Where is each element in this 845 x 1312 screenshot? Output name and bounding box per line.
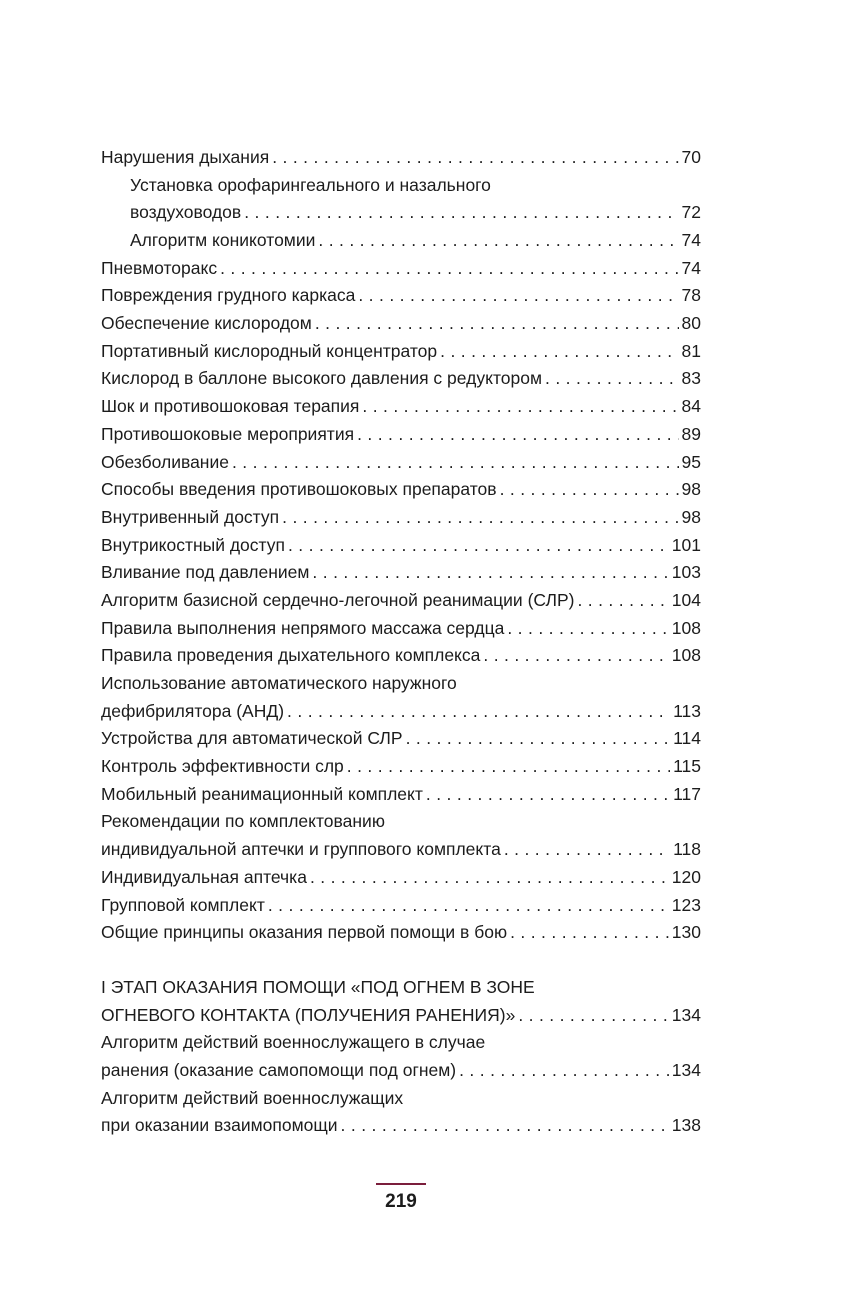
toc-entry-page: 95	[681, 451, 701, 472]
toc-entry	[101, 338, 701, 366]
toc-entry-title: Мобильный реанимационный комплект	[101, 783, 423, 804]
toc-entry-page: 108	[671, 645, 701, 666]
page-folio	[376, 1183, 426, 1213]
toc-entry	[101, 725, 701, 753]
toc-entry	[101, 476, 701, 504]
toc-dot-leader	[362, 393, 678, 421]
toc-entry-page: 134	[671, 1004, 701, 1025]
toc-entry-title: Устройства для автоматической СЛР	[101, 728, 403, 749]
toc-entry-page: 78	[681, 285, 701, 306]
toc-entry-title: Алгоритм действий военнослужащих	[101, 1087, 404, 1108]
toc-dot-leader	[347, 753, 670, 781]
toc-dot-leader	[406, 725, 671, 753]
toc-entry-title: при оказании взаимопомощи	[101, 1115, 338, 1136]
toc-entry-page: 134	[671, 1059, 701, 1080]
toc-dot-leader	[507, 615, 668, 643]
toc-dot-leader	[272, 144, 678, 172]
toc-entry-page: 114	[673, 728, 701, 749]
toc-entry-title: I ЭТАП ОКАЗАНИЯ ПОМОЩИ «ПОД ОГНЕМ В ЗОНЕ	[101, 976, 535, 997]
toc-dot-leader	[504, 836, 670, 864]
toc-entry-title: Алгоритм коникотомии	[130, 230, 316, 251]
toc-entry-page: 74	[681, 230, 701, 251]
toc-dot-leader	[312, 559, 668, 587]
toc-entry	[101, 892, 701, 920]
toc-entry	[101, 255, 701, 283]
toc-entry-title: Противошоковые мероприятия	[101, 423, 355, 444]
toc-entry-page: 117	[673, 783, 701, 804]
toc-entry-title: Общие принципы оказания первой помощи в бою	[101, 922, 508, 943]
toc-entry	[101, 421, 701, 449]
toc-entry-title: Вливание под давлением	[101, 562, 310, 583]
toc-dot-leader	[500, 476, 679, 504]
toc-entry	[101, 615, 701, 643]
toc-entry-title: Установка орофарингеального и назального	[130, 174, 491, 195]
toc-dot-leader	[518, 1002, 668, 1030]
toc-entry-page: 104	[671, 589, 701, 610]
toc-entry-title: Алгоритм базисной сердечно-легочной реанимации (СЛР)	[101, 589, 575, 610]
toc-entry-title: Индивидуальная аптечка	[101, 866, 307, 887]
toc-entry-page: 130	[671, 922, 701, 943]
toc-entry-title: Обезболивание	[101, 451, 229, 472]
toc-entry-page: 83	[681, 368, 701, 389]
toc-dot-leader	[315, 310, 679, 338]
toc-entry-page: 123	[671, 894, 701, 915]
toc-entry-page: 101	[671, 534, 701, 555]
toc-entry	[101, 1112, 701, 1140]
toc-entry-title: Кислород в баллоне высокого давления с редуктором	[101, 368, 542, 389]
toc-entry-page: 84	[681, 396, 701, 417]
toc-entry-page: 113	[673, 700, 701, 721]
toc-entry	[101, 809, 701, 837]
toc-entry	[101, 1029, 701, 1057]
toc-entry-title: Внутривенный доступ	[101, 506, 280, 527]
toc-dot-leader	[220, 255, 678, 283]
toc-entry-page: 120	[671, 866, 701, 887]
toc-entry-title: воздуховодов	[130, 202, 242, 223]
toc-entry-page: 72	[681, 202, 701, 223]
toc-entry-page: 98	[681, 506, 701, 527]
toc-entry-title: Повреждения грудного каркаса	[101, 285, 356, 306]
toc-entry	[101, 974, 701, 1002]
toc-entry	[101, 559, 701, 587]
toc-entry	[101, 836, 701, 864]
toc-entry-title: Внутрикостный доступ	[101, 534, 285, 555]
toc-entry-title: Способы введения противошоковых препаратов	[101, 479, 497, 500]
toc-entry-title: Шок и противошоковая терапия	[101, 396, 360, 417]
toc-dot-leader	[357, 421, 678, 449]
toc-entry-title: Рекомендации по комплектованию	[101, 811, 385, 832]
toc-entry-title: Пневмоторакс	[101, 257, 218, 278]
toc-entry-page: 74	[681, 257, 701, 278]
toc-dot-leader	[510, 919, 669, 947]
toc-dot-leader	[282, 504, 678, 532]
toc-dot-leader	[341, 1112, 669, 1140]
toc-entry	[101, 642, 701, 670]
toc-dot-leader	[268, 892, 669, 920]
toc-dot-leader	[358, 282, 678, 310]
toc-entry-title: Правила выполнения непрямого массажа сердца	[101, 617, 505, 638]
toc-entry	[101, 227, 701, 255]
toc-entry	[101, 1002, 701, 1030]
toc-entry	[101, 282, 701, 310]
toc-dot-leader	[310, 864, 669, 892]
toc-dot-leader	[232, 449, 679, 477]
toc-dot-leader	[318, 227, 678, 255]
toc-entry	[101, 366, 701, 394]
toc-dot-leader	[483, 642, 668, 670]
toc-entry	[101, 781, 701, 809]
toc-entry-page: 103	[671, 562, 701, 583]
toc-entry	[101, 587, 701, 615]
toc-entry	[101, 753, 701, 781]
toc-entry	[101, 172, 701, 200]
toc-dot-leader	[287, 698, 670, 726]
folio-rule	[376, 1183, 426, 1185]
toc-entry-title: индивидуальной аптечки и группового комплекта	[101, 839, 501, 860]
toc-entry-title: ранения (оказание самопомощи под огнем)	[101, 1059, 457, 1080]
toc-entry-page: 138	[671, 1115, 701, 1136]
toc-entry	[101, 144, 701, 172]
toc-entry	[101, 310, 701, 338]
toc-entry-title: Правила проведения дыхательного комплекса	[101, 645, 481, 666]
toc-entry	[101, 670, 701, 698]
toc-entry	[101, 532, 701, 560]
toc-entry	[101, 504, 701, 532]
toc-entry-title: Обеспечение кислородом	[101, 313, 312, 334]
toc-entry-page: 70	[681, 146, 701, 167]
table-of-contents	[101, 144, 701, 1140]
toc-entry	[101, 199, 701, 227]
toc-entry-page: 115	[673, 756, 701, 777]
toc-entry	[101, 449, 701, 477]
toc-section-list	[101, 974, 701, 1140]
toc-entry-title: Портативный кислородный концентратор	[101, 340, 438, 361]
toc-entry-title: Использование автоматического наружного	[101, 673, 457, 694]
toc-dot-leader	[545, 365, 679, 393]
toc-entry	[101, 919, 701, 947]
toc-entry-title: Алгоритм действий военнослужащего в случае	[101, 1032, 486, 1053]
toc-entry	[101, 864, 701, 892]
toc-entry-page: 118	[673, 839, 701, 860]
toc-dot-leader	[577, 587, 668, 615]
toc-entry-title: Групповой комплект	[101, 894, 265, 915]
toc-entry-page: 81	[681, 340, 701, 361]
toc-dot-leader	[244, 199, 678, 227]
toc-entry-title: дефибрилятора (АНД)	[101, 700, 285, 721]
toc-entry-page: 80	[681, 313, 701, 334]
toc-entry	[101, 1085, 701, 1113]
toc-entry	[101, 393, 701, 421]
page-number: 219	[385, 1191, 417, 1212]
toc-entry-page: 89	[681, 423, 701, 444]
toc-entry-title: Нарушения дыхания	[101, 146, 270, 167]
toc-dot-leader	[288, 532, 669, 560]
toc-entry-title: Контроль эффективности слр	[101, 756, 344, 777]
toc-entry-page: 108	[671, 617, 701, 638]
toc-entry-page: 98	[681, 479, 701, 500]
toc-entry-title: ОГНЕВОГО КОНТАКТА (ПОЛУЧЕНИЯ РАНЕНИЯ)»	[101, 1004, 516, 1025]
toc-entry	[101, 698, 701, 726]
toc-dot-leader	[426, 781, 670, 809]
toc-dot-leader	[440, 338, 678, 366]
toc-list	[101, 144, 701, 947]
section-gap	[101, 947, 701, 974]
toc-entry	[101, 1057, 701, 1085]
toc-dot-leader	[459, 1057, 669, 1085]
